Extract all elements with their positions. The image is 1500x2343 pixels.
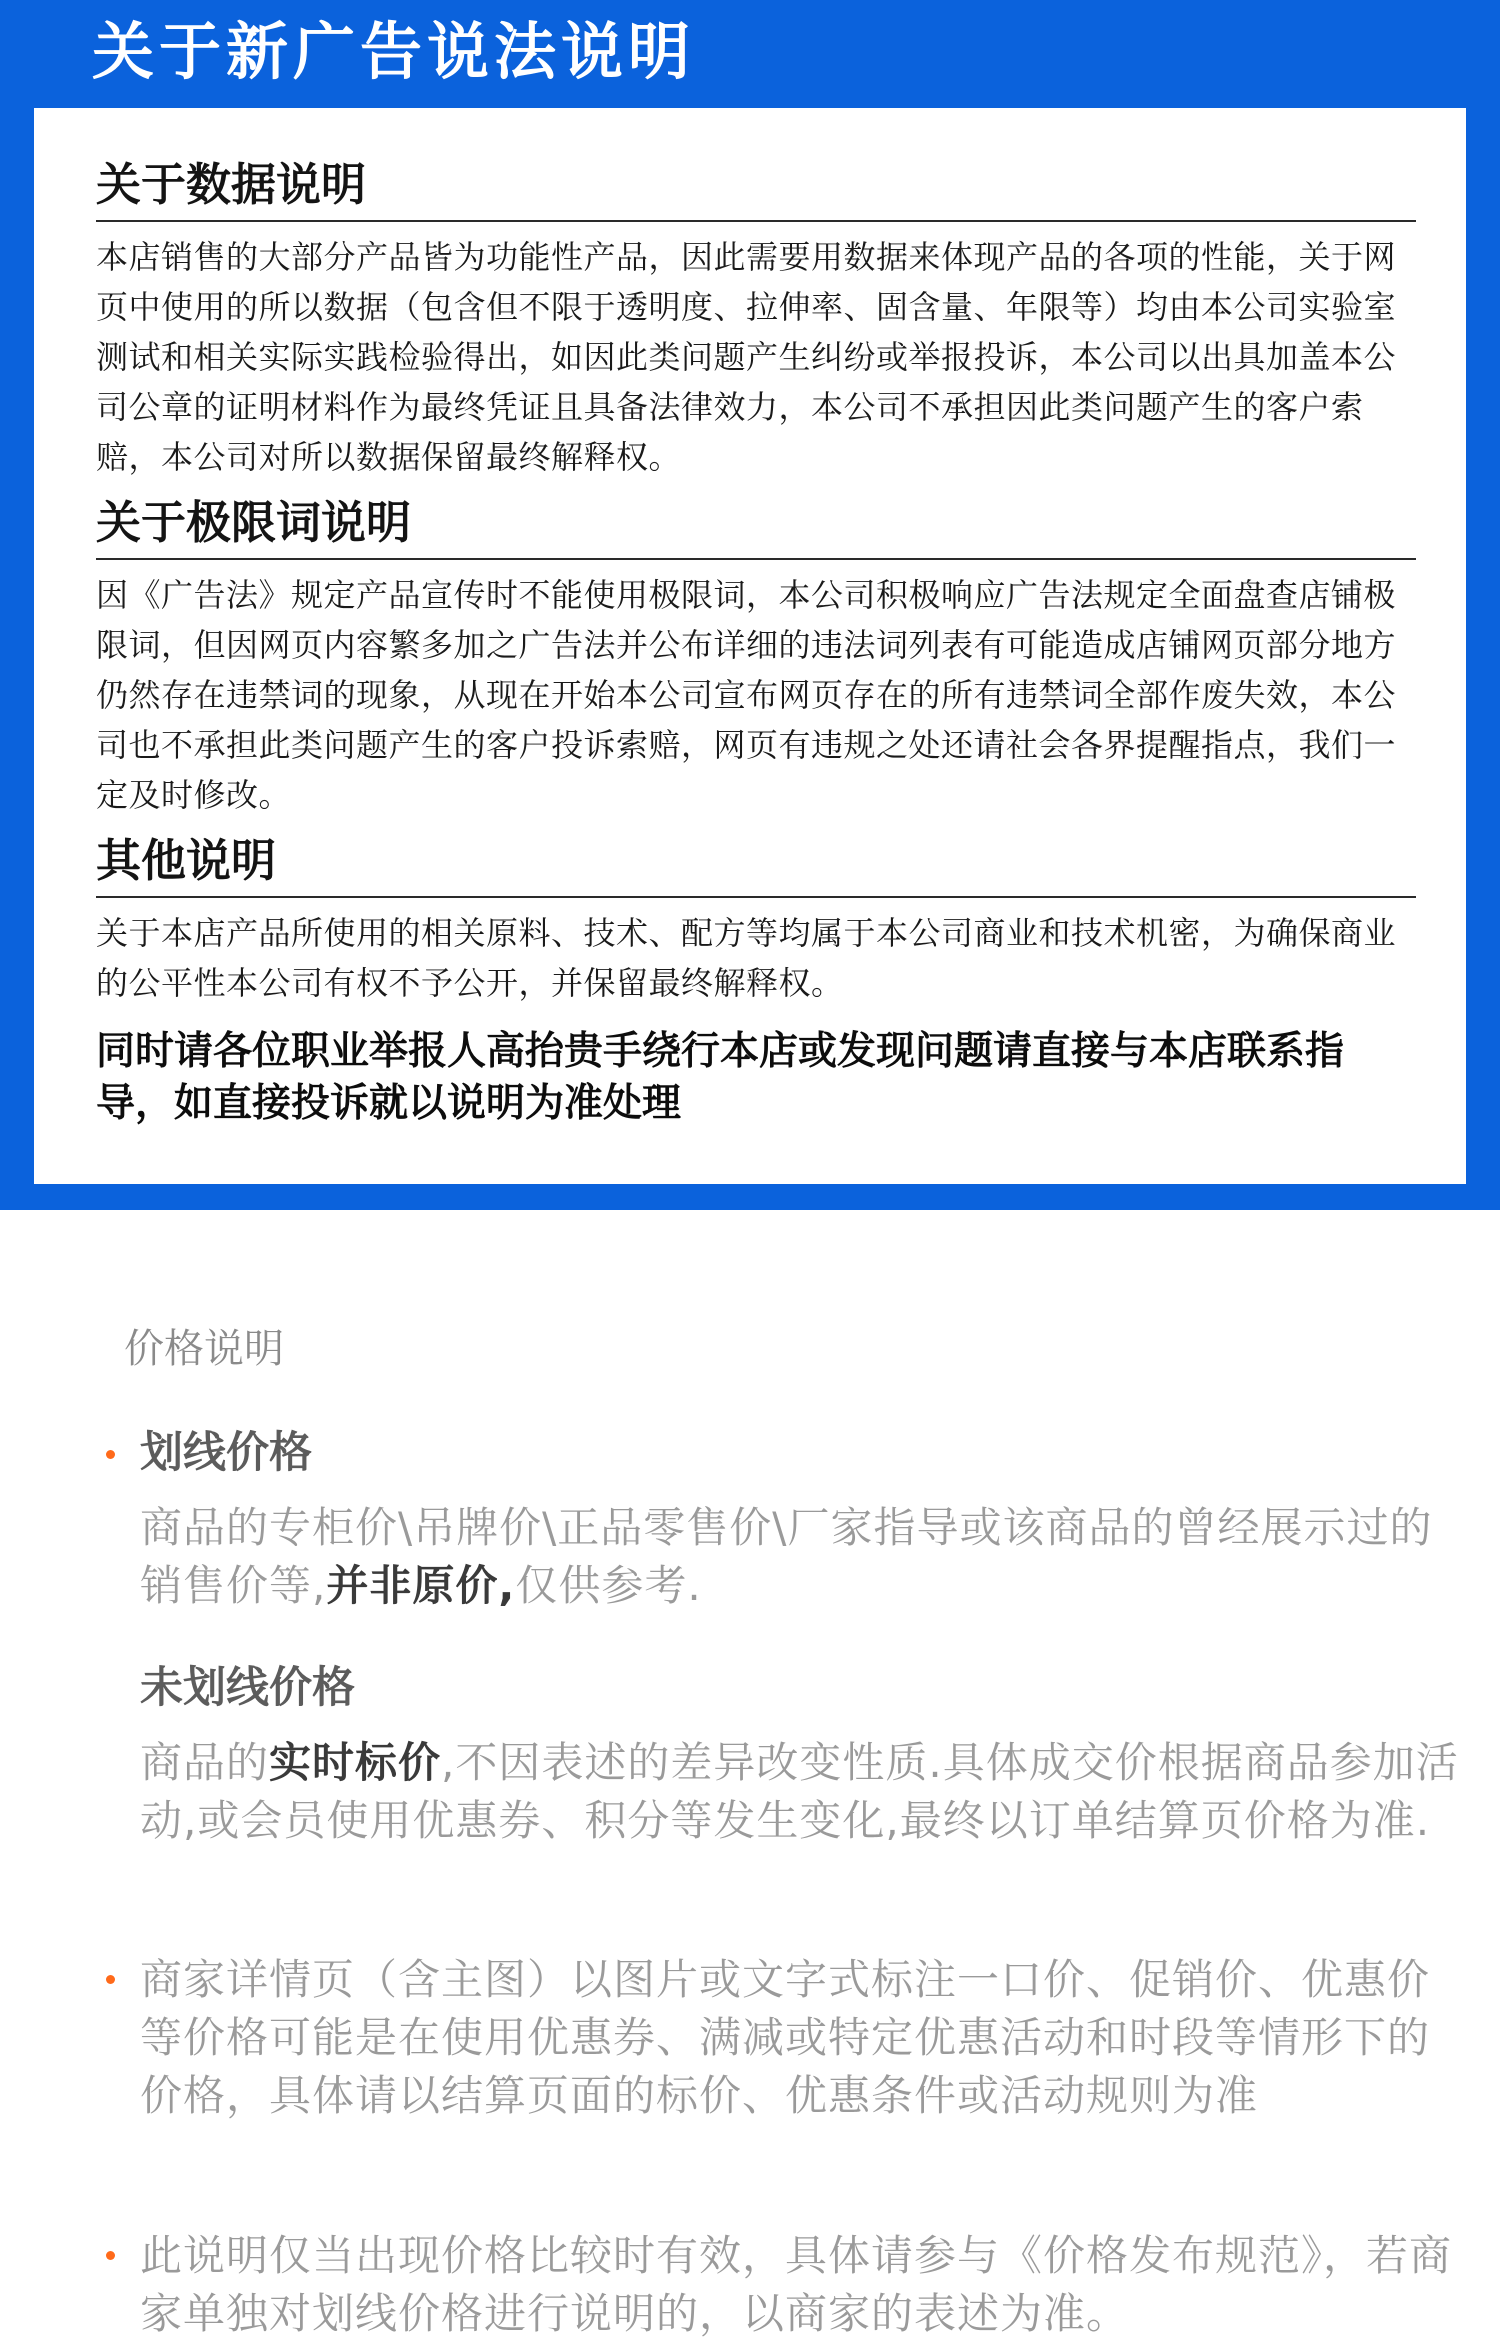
data-notice-body: 本店销售的大部分产品皆为功能性产品，因此需要用数据来体现产品的各项的性能，关于网页中使用的所以数据（包含但不限于透明度、拉伸率、固含量、年限等）均由本公司实验室测试和相关实际实践检验得出，如因此类问题产生纠纷或举报投诉，本公司以出具加盖本公司公章的证明材料作为最终凭证且具备法律效力，本公司不承担因此类问题产生的客户索赔，本公司对所以数据保留最终解释权。 (96, 238, 1397, 476)
other-notice-body: 关于本店产品所使用的相关原料、技术、配方等均属于本公司商业和技术机密，为确保商业的公平性本公司有权不予公开，并保留最终解释权。 (96, 914, 1397, 1002)
banner-title: 关于新广告说法说明 (92, 15, 696, 88)
bullet-dot-icon (106, 1975, 115, 1984)
crossed-price-text-a: 商品的专柜价\吊牌价\正品零售价\厂家指导或该商品的曾经展示过的销售价等, (140, 1503, 1433, 1610)
notice-content (96, 156, 1416, 1130)
price-title: 价格说明 (124, 1326, 284, 1372)
crossed-price-emphasis: 并非原价, (326, 1561, 516, 1610)
final-note: 同时请各位职业举报人高抬贵手绕行本店或发现问题请直接与本店联系指导，如直接投诉就以说明为准处理 (96, 1029, 1345, 1126)
detail-page-note: 商家详情页（含主图）以图片或文字式标注一口价、促销价、优惠价等价格可能是在使用优惠券、满减或特定优惠活动和时段等情形下的价格，具体请以结算页面的标价、优惠条件或活动规则为准 (140, 1955, 1431, 2120)
bullet-dot-icon (106, 1450, 115, 1459)
crossed-price-text-b: 仅供参考. (515, 1561, 702, 1610)
uncrossed-price-heading: 未划线价格 (140, 1663, 355, 1713)
other-notice-heading: 其他说明 (96, 832, 1416, 898)
crossed-price-heading: 划线价格 (140, 1428, 312, 1478)
uncrossed-price-text (140, 1734, 1470, 1850)
bullet-dot-icon (106, 2251, 115, 2260)
uncrossed-price-emphasis: 实时标价 (269, 1738, 442, 1787)
price-explanation (0, 1210, 1500, 2338)
validity-note: 此说明仅当出现价格比较时有效，具体请参与《价格发布规范》，若商家单独对划线价格进行说明的，以商家的表述为准。 (140, 2231, 1453, 2338)
uncrossed-price-text-a: 商品的 (140, 1738, 270, 1787)
notice-card (34, 108, 1466, 1184)
extreme-words-heading: 关于极限词说明 (96, 494, 1416, 560)
crossed-price-text (140, 1499, 1470, 1615)
extreme-words-body: 因《广告法》规定产品宣传时不能使用极限词，本公司积极响应广告法规定全面盘查店铺极限词，但因网页内容繁多加之广告法并公布详细的违法词列表有可能造成店铺网页部分地方仍然存在违禁词的现象，从现在开始本公司宣布网页存在的所有违禁词全部作废失效，本公司也不承担此类问题产生的客户投诉索赔，网页有违规之处还请社会各界提醒指点，我们一定及时修改。 (96, 576, 1397, 814)
data-notice-heading: 关于数据说明 (96, 156, 1416, 222)
uncrossed-price-text-b: ,不因表述的差异改变性质.具体成交价根据商品参加活动,或会员使用优惠券、积分等发生变化,最终以订单结算页价格为准. (140, 1738, 1459, 1845)
